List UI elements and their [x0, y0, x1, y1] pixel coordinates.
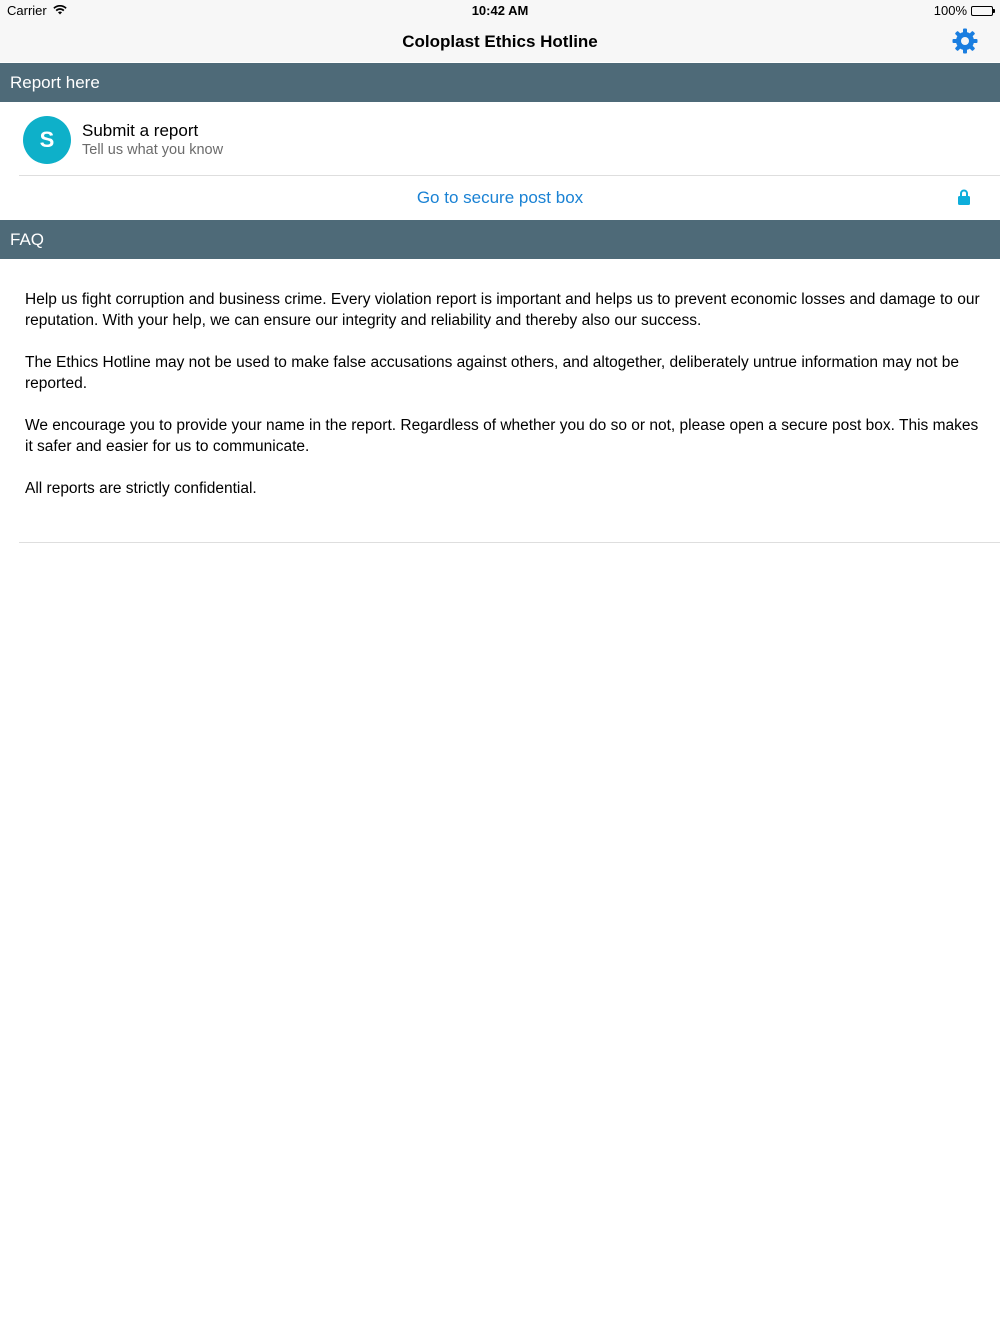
- faq-paragraph: Help us fight corruption and business crime. Every violation report is important and helps us to prevent economic losses and damage to our reputation. With your help, we can ensure our integrity and reliability and thereby also our success.: [25, 291, 980, 329]
- submit-report-item[interactable]: [0, 102, 1000, 176]
- divider: [19, 542, 1000, 543]
- status-battery: [934, 3, 993, 18]
- carrier-label: Carrier: [7, 3, 47, 18]
- avatar: S: [23, 116, 71, 164]
- gear-icon[interactable]: [952, 28, 978, 54]
- battery-icon: [971, 6, 993, 16]
- battery-percent: 100%: [933, 3, 967, 18]
- submit-report-subtitle: Tell us what you know: [82, 142, 224, 158]
- submit-report-title: Submit a report: [82, 121, 199, 140]
- status-time: 10:42 AM: [471, 3, 529, 18]
- faq-paragraph: The Ethics Hotline may not be used to make false accusations against others, and altogether, deliberately untrue information may not be reported.: [25, 354, 959, 392]
- faq-paragraph: We encourage you to provide your name in the report. Regardless of whether you do so or not, please open a secure post box. This makes it safer and easier for us to communicate.: [25, 417, 979, 455]
- report-section-header: Report here: [0, 63, 1000, 102]
- secure-post-box-row[interactable]: [0, 177, 1000, 219]
- secure-post-box-link[interactable]: Go to secure post box: [416, 188, 584, 207]
- faq-paragraph: All reports are strictly confidential.: [25, 480, 257, 497]
- navigation-bar: [0, 22, 1000, 62]
- lock-icon: [958, 189, 970, 205]
- status-bar: [0, 0, 1000, 22]
- faq-content: [25, 289, 985, 520]
- divider: [19, 175, 1000, 176]
- page-title: Coloplast Ethics Hotline: [402, 32, 598, 51]
- faq-section-header: FAQ: [0, 220, 1000, 259]
